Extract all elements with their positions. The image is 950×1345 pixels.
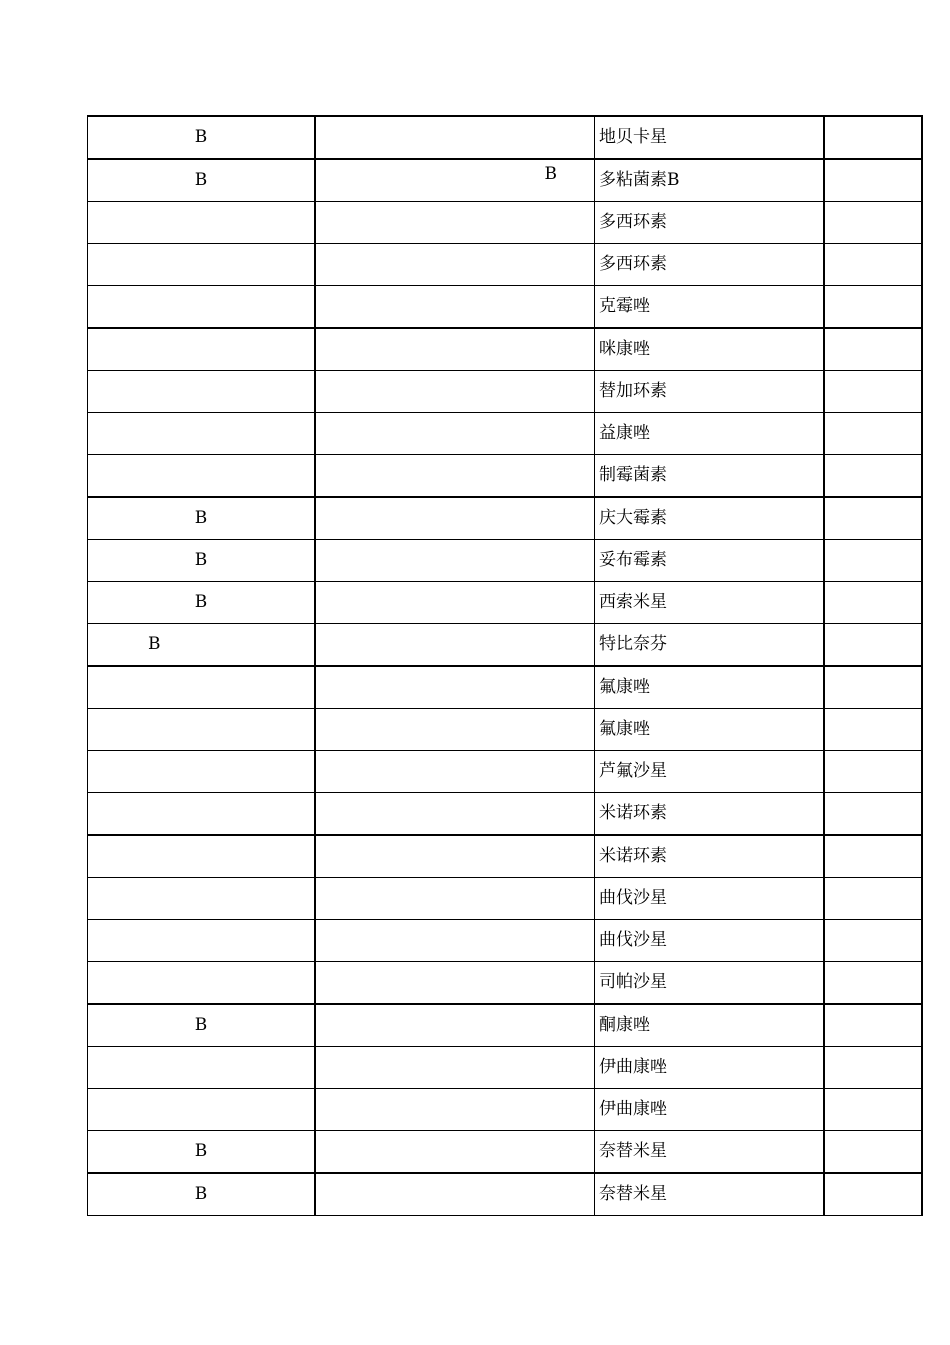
cell-drug-name: 奈替米星 — [595, 1131, 825, 1174]
table-row — [88, 666, 923, 709]
cell-col-d — [824, 1004, 922, 1047]
cell-col-d — [824, 1047, 922, 1089]
cell-col-d — [824, 709, 922, 751]
cell-col-d — [824, 540, 922, 582]
table-row — [88, 116, 923, 159]
cell-col-d — [824, 1089, 922, 1131]
cell-drug-name: 氟康唑 — [595, 666, 825, 709]
table-row — [88, 709, 923, 751]
cell-col-a: B — [88, 540, 316, 582]
cell-col-d — [824, 244, 922, 286]
cell-drug-name: 替加环素 — [595, 371, 825, 413]
cell-col-a — [88, 244, 316, 286]
cell-col-a — [88, 1089, 316, 1131]
cell-col-d — [824, 371, 922, 413]
cell-col-b — [315, 540, 595, 582]
cell-col-d — [824, 920, 922, 962]
table-row — [88, 1047, 923, 1089]
table-row — [88, 1089, 923, 1131]
cell-col-b — [315, 582, 595, 624]
table-row — [88, 582, 923, 624]
cell-col-b — [315, 371, 595, 413]
cell-col-b — [315, 202, 595, 244]
table-row — [88, 159, 923, 202]
table-row — [88, 244, 923, 286]
cell-col-d — [824, 116, 922, 159]
cell-col-b — [315, 455, 595, 498]
cell-col-b — [315, 497, 595, 540]
drug-table — [87, 115, 923, 1216]
cell-col-a: B — [88, 116, 316, 159]
cell-col-d — [824, 793, 922, 836]
cell-col-a: B — [88, 497, 316, 540]
cell-drug-name: 特比奈芬 — [595, 624, 825, 667]
cell-col-b: B — [315, 159, 595, 202]
cell-col-b — [315, 751, 595, 793]
table-row — [88, 751, 923, 793]
cell-col-d — [824, 159, 922, 202]
table-row — [88, 286, 923, 329]
cell-drug-name: 地贝卡星 — [595, 116, 825, 159]
cell-drug-name: 制霉菌素 — [595, 455, 825, 498]
table-row — [88, 878, 923, 920]
cell-drug-name: 曲伐沙星 — [595, 878, 825, 920]
cell-col-b — [315, 624, 595, 667]
cell-drug-name: 多西环素 — [595, 202, 825, 244]
cell-col-a — [88, 920, 316, 962]
cell-col-d — [824, 878, 922, 920]
cell-col-a — [88, 835, 316, 878]
cell-col-b — [315, 666, 595, 709]
table-row — [88, 1131, 923, 1174]
cell-col-b — [315, 962, 595, 1005]
cell-drug-name: 多粘菌素B — [595, 159, 825, 202]
cell-col-a — [88, 751, 316, 793]
cell-col-d — [824, 582, 922, 624]
cell-col-a — [88, 413, 316, 455]
cell-col-d — [824, 624, 922, 667]
cell-col-d — [824, 1131, 922, 1174]
cell-col-a — [88, 878, 316, 920]
cell-col-a — [88, 371, 316, 413]
cell-drug-name: 益康唑 — [595, 413, 825, 455]
table-row — [88, 835, 923, 878]
cell-col-b — [315, 244, 595, 286]
cell-col-d — [824, 455, 922, 498]
table-row — [88, 793, 923, 836]
table-row — [88, 920, 923, 962]
table-row — [88, 1004, 923, 1047]
cell-col-a — [88, 666, 316, 709]
cell-drug-name: 奈替米星 — [595, 1173, 825, 1216]
cell-drug-name: 庆大霉素 — [595, 497, 825, 540]
cell-col-a — [88, 286, 316, 329]
cell-col-a: B — [88, 1004, 316, 1047]
table-row — [88, 328, 923, 371]
cell-col-b — [315, 1047, 595, 1089]
cell-col-d — [824, 328, 922, 371]
cell-col-b — [315, 709, 595, 751]
table-row — [88, 455, 923, 498]
cell-col-d — [824, 202, 922, 244]
cell-drug-name: 妥布霉素 — [595, 540, 825, 582]
cell-col-a: B — [88, 1131, 316, 1174]
cell-col-b — [315, 1173, 595, 1216]
cell-col-d — [824, 1173, 922, 1216]
cell-col-a — [88, 709, 316, 751]
table-row — [88, 624, 923, 667]
cell-drug-name: 酮康唑 — [595, 1004, 825, 1047]
cell-drug-name: 克霉唑 — [595, 286, 825, 329]
cell-col-d — [824, 751, 922, 793]
cell-col-d — [824, 286, 922, 329]
cell-col-a — [88, 328, 316, 371]
cell-col-a — [88, 1047, 316, 1089]
table-row — [88, 413, 923, 455]
cell-drug-name: 芦氟沙星 — [595, 751, 825, 793]
cell-col-d — [824, 497, 922, 540]
cell-col-b — [315, 793, 595, 836]
cell-drug-name: 米诺环素 — [595, 835, 825, 878]
cell-col-b — [315, 878, 595, 920]
cell-drug-name: 米诺环素 — [595, 793, 825, 836]
table-row — [88, 540, 923, 582]
cell-col-a — [88, 793, 316, 836]
table-row — [88, 202, 923, 244]
cell-col-a — [88, 202, 316, 244]
cell-col-b — [315, 328, 595, 371]
cell-col-a: B — [88, 159, 316, 202]
cell-col-b — [315, 920, 595, 962]
cell-drug-name: 氟康唑 — [595, 709, 825, 751]
table-row — [88, 497, 923, 540]
cell-col-b — [315, 1131, 595, 1174]
cell-col-a: B — [88, 1173, 316, 1216]
cell-col-d — [824, 962, 922, 1005]
cell-drug-name: 伊曲康唑 — [595, 1047, 825, 1089]
cell-drug-name: 司帕沙星 — [595, 962, 825, 1005]
cell-col-b — [315, 835, 595, 878]
table-row — [88, 1173, 923, 1216]
cell-drug-name: 咪康唑 — [595, 328, 825, 371]
cell-col-b — [315, 1004, 595, 1047]
cell-col-b — [315, 286, 595, 329]
cell-col-a — [88, 962, 316, 1005]
cell-col-d — [824, 666, 922, 709]
cell-col-a — [88, 455, 316, 498]
cell-drug-name: 多西环素 — [595, 244, 825, 286]
cell-drug-name: 西索米星 — [595, 582, 825, 624]
cell-drug-name: 曲伐沙星 — [595, 920, 825, 962]
cell-col-b — [315, 116, 595, 159]
cell-col-b — [315, 413, 595, 455]
cell-col-b — [315, 1089, 595, 1131]
cell-col-d — [824, 413, 922, 455]
cell-col-a: B — [88, 582, 316, 624]
table-row — [88, 962, 923, 1005]
cell-col-d — [824, 835, 922, 878]
cell-drug-name: 伊曲康唑 — [595, 1089, 825, 1131]
cell-col-a: B — [88, 624, 316, 667]
table-row — [88, 371, 923, 413]
